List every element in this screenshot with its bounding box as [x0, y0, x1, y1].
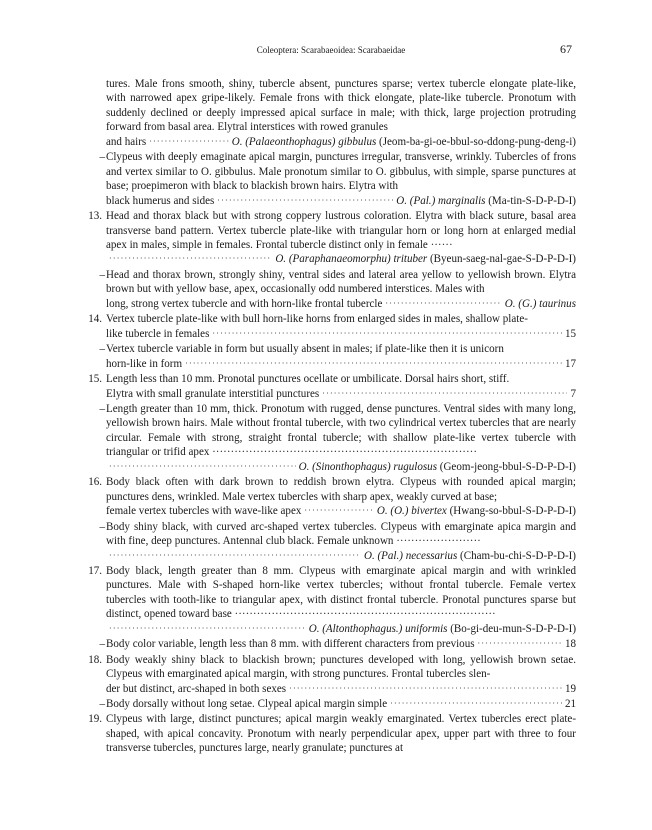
taxon-name: O. (Altonthophagus.) uniformis — [308, 622, 448, 635]
result-lead-text: female vertex tubercles with wave-like apex — [106, 505, 302, 518]
result-lead-text: Body color variable, length less than 8 mm. with different characters from previous — [106, 638, 475, 651]
result-target — [505, 297, 576, 311]
result-lead-text: like tubercle in females — [106, 327, 210, 340]
couplet-reference: 18 — [564, 638, 576, 651]
key-couplet — [90, 402, 576, 475]
key-couplet — [90, 268, 576, 312]
key-couplet — [90, 475, 576, 519]
taxon-name: O. (Paraphanaeomorphu) trituber — [275, 253, 428, 266]
couplet-result-line — [106, 697, 576, 712]
result-lead-text: horn-like in form — [106, 357, 183, 370]
common-name: (Ma-tin-S-D-P-D-I) — [485, 194, 576, 207]
dot-leader — [212, 327, 562, 341]
result-target — [275, 252, 576, 266]
couplet-number: 16. — [88, 476, 102, 489]
couplet-text: Body black, length greater than 8 mm. Clypeus with emarginate apical margin and with wrinkled punctures. Male with S-shaped horn-like vertex tubercles; without frontal tubercle. Female vertex tubercles with tooth-like to triangular apex, with distinct frontal tubercle. Pronotal punctures sparse but distinct, opened toward base ······································································· — [106, 564, 576, 621]
couplet-text: Clypeus with deeply emaginate apical margin, punctures irregular, transverse, wrinkly. Tubercles of frons and vertex similar to O. gibbulus. Male pronotum similar to O. gibbulus, with simple, sparse punctures at base; proepimeron with black to blackish brown hairs. Elytra with — [106, 151, 576, 193]
common-name: (Hwang-so-bbul-S-D-P-D-I) — [446, 505, 576, 518]
couplet-number: 19. — [88, 713, 102, 726]
result-target — [396, 194, 576, 208]
couplet-text: Length greater than 10 mm, thick. Pronotum with rugged, dense punctures. Ventral sides with many long, yellowish brown hairs. Male without frontal tubercle, with two cylindrical vertex tubercles that are nearly circular. Female with strong, straight frontal tubercle; with shallow plate-like vertex tubercle with triangular or trifid apex ········································································ — [106, 402, 576, 459]
result-target — [232, 135, 576, 149]
dot-leader — [304, 504, 374, 518]
key-couplet — [90, 150, 576, 209]
couplet-number: – — [99, 402, 105, 415]
couplet-reference: 19 — [564, 682, 576, 695]
result-lead-text: and hairs — [106, 135, 147, 148]
result-target — [309, 622, 576, 636]
result-target — [377, 504, 576, 518]
key-couplet — [90, 77, 576, 150]
taxon-name: O. (O.) bivertex — [376, 505, 447, 518]
common-name: (Geom-jeong-bbul-S-D-P-D-I) — [437, 460, 576, 473]
couplet-result-line — [106, 387, 576, 402]
dot-leader — [217, 194, 393, 208]
common-name: (Bo-gi-deu-mun-S-D-P-D-I) — [447, 622, 576, 635]
common-name: (Cham-bu-chi-S-D-P-D-I) — [457, 549, 576, 562]
couplet-reference: 7 — [570, 387, 576, 400]
dot-leader — [109, 460, 296, 474]
result-target — [565, 327, 576, 341]
couplet-number: 13. — [88, 210, 102, 223]
dot-leader — [478, 637, 562, 651]
couplet-result-line — [106, 504, 576, 519]
couplet-number: – — [99, 268, 105, 281]
couplet-number: 17. — [88, 564, 102, 577]
couplet-result-line — [106, 460, 576, 475]
couplet-result-line — [106, 252, 576, 267]
couplet-result-line — [106, 327, 576, 342]
dot-leader — [390, 697, 562, 711]
common-name: (Byeun-saeg-nal-gae-S-D-P-D-I) — [427, 253, 576, 266]
key-couplet — [90, 372, 576, 402]
taxon-name: O. (Pal.) marginalis — [396, 194, 486, 207]
couplet-reference: 21 — [564, 698, 576, 711]
couplet-result-line — [106, 682, 576, 697]
couplet-text: Vertex tubercle variable in form but usually absent in males; if plate-like then it is unicorn — [106, 343, 504, 356]
couplet-number: 14. — [88, 313, 102, 326]
couplet-number: – — [99, 638, 105, 651]
key-couplet — [90, 697, 576, 712]
dot-leader — [109, 622, 306, 636]
key-couplet — [90, 312, 576, 342]
running-head: Coleoptera: Scarabaeoidea: Scarabaeidae — [256, 45, 406, 55]
couplet-text: Body weakly shiny black to blackish brown; punctures developed with long, yellowish brown setae. Clypeus with emarginated apical margin, with strong punctures. Frontal tubercles slen- — [106, 653, 576, 681]
result-target — [570, 387, 576, 401]
taxon-name: O. (Palaeonthophagus) gibbulus — [231, 135, 377, 148]
dot-leader — [289, 682, 562, 696]
couplet-number: – — [99, 520, 105, 533]
couplet-text: Clypeus with large, distinct punctures; apical margin weakly emarginated. Vertex tubercles erect plate-shaped, with apical concavity. Pronotum with nearly perpendicular apex, upper part with three to four transverse tubercles, punctures large, nearly granulate; punctures at — [106, 713, 576, 755]
result-target — [565, 357, 576, 371]
couplet-number: 15. — [88, 373, 102, 386]
taxon-name: O. (G.) taurinus — [504, 297, 576, 310]
key-couplet — [90, 712, 576, 755]
couplet-text: Length less than 10 mm. Pronotal punctures ocellate or umbilicate. Dorsal hairs short, stiff. — [106, 373, 510, 386]
result-target — [565, 682, 576, 696]
couplet-result-line — [106, 549, 576, 564]
couplet-number: – — [99, 343, 105, 356]
dot-leader — [149, 135, 229, 149]
result-target — [299, 460, 576, 474]
result-lead-text: Elytra with small granulate interstitial punctures — [106, 387, 320, 400]
result-lead-text: black humerus and sides — [106, 194, 215, 207]
couplet-result-line — [106, 135, 576, 150]
couplet-number: 18. — [88, 653, 102, 666]
result-lead-text: long, strong vertex tubercle and with horn-like frontal tubercle — [106, 297, 383, 310]
couplet-result-line — [106, 357, 576, 372]
couplet-text: Head and thorax black but with strong coppery lustrous coloration. Elytra with black suture, basal area transverse band pattern. Vertex tubercle plate-like with triangular horn or long horn at enlarged medial apex in males, simple in females. Frontal tubercle distinct only in female ······ — [106, 210, 576, 251]
taxon-name: O. (Pal.) necessarius — [363, 549, 458, 562]
couplet-text: Head and thorax brown, strongly shiny, ventral sides and lateral area yellow to yellowish brown. Elytra brown but with yellow base, apex, occasionally odd numbered interstices. Males with — [106, 268, 576, 296]
page-number: 67 — [560, 42, 572, 56]
couplet-result-line — [106, 194, 576, 209]
couplet-number: – — [99, 698, 105, 711]
result-target — [565, 637, 576, 651]
result-target — [364, 549, 576, 563]
result-lead-text: Body dorsally without long setae. Clypeal apical margin simple — [106, 698, 388, 711]
result-lead-text: der but distinct, arc-shaped in both sexes — [106, 682, 287, 695]
couplet-result-line — [106, 297, 576, 312]
couplet-text: Body shiny black, with curved arc-shaped vertex tubercles. Clypeus with emarginate apica margin and with fine, deep punctures. Antennal club black. Female unknown ······················· — [106, 520, 576, 548]
couplet-result-line — [106, 637, 576, 652]
page-header — [90, 42, 572, 58]
dot-leader — [185, 357, 562, 371]
couplet-text: Body black often with dark brown to reddish brown elytra. Clypeus with rounded apical margin; punctures dens, wrinkled. Male vertex tubercles with sharp apex, weakly curved at base; — [106, 476, 576, 503]
taxon-name: O. (Sinonthophagus) rugulosus — [298, 460, 438, 473]
key-couplet — [90, 637, 576, 652]
key-couplet — [90, 520, 576, 564]
couplet-reference: 17 — [564, 357, 576, 370]
result-target — [565, 697, 576, 711]
key-couplet — [90, 564, 576, 637]
dot-leader — [322, 387, 567, 401]
couplet-text: tures. Male frons smooth, shiny, tubercle absent, punctures sparse; vertex tubercle elongate plate-like, with narrowed apex gripe-likely. Female frons with thick elongate, plate-like tubercle. Pronotum with suddenly declined or deeply impressed apical surface in male; with thick, large projection protruding forward from basal area. Elytral interstices with rowed granules — [106, 78, 576, 134]
couplet-result-line — [106, 622, 576, 637]
couplet-number: – — [99, 151, 105, 164]
key-couplet — [90, 653, 576, 697]
couplet-reference: 15 — [564, 327, 576, 340]
common-name: (Jeom-ba-gi-oe-bbul-so-ddong-pung-deng-i) — [376, 135, 576, 148]
key-couplet — [90, 209, 576, 268]
couplet-text: Vertex tubercle plate-like with bull horn-like horns from enlarged sides in males, shallow plate- — [106, 313, 528, 326]
dot-leader — [385, 297, 501, 311]
dot-leader — [109, 549, 361, 563]
key-couplet — [90, 342, 576, 372]
dot-leader — [109, 252, 272, 266]
identification-key — [90, 77, 576, 756]
